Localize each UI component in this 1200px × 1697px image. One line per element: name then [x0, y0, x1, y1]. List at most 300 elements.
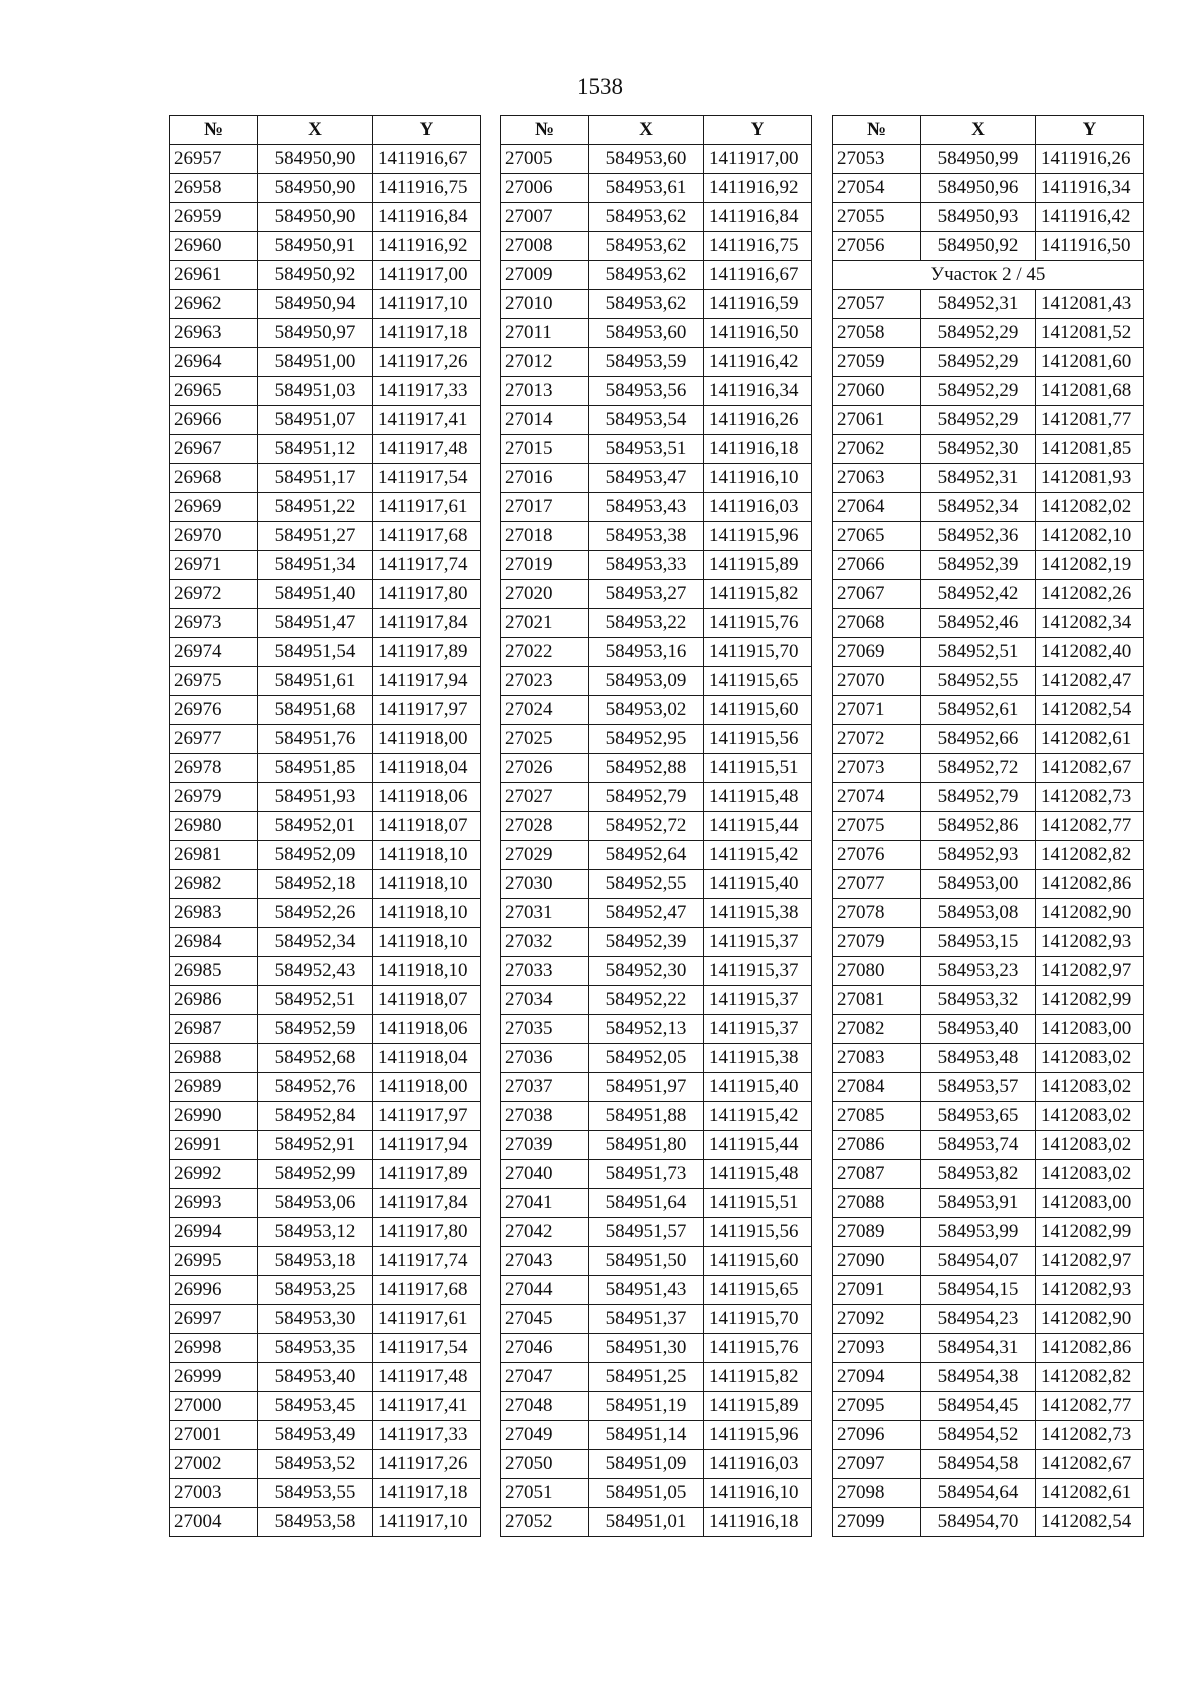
x-coordinate-cell: 584952,59 — [258, 1015, 373, 1044]
x-coordinate-cell: 584953,43 — [589, 493, 704, 522]
x-coordinate-cell: 584953,02 — [589, 696, 704, 725]
y-coordinate-cell: 1411918,06 — [373, 1015, 481, 1044]
table-row — [501, 783, 812, 812]
x-coordinate-cell: 584951,19 — [589, 1392, 704, 1421]
point-number-cell: 26999 — [170, 1363, 258, 1392]
y-coordinate-cell: 1412082,93 — [1036, 928, 1144, 957]
y-coordinate-cell: 1411915,44 — [704, 812, 812, 841]
table-row — [170, 464, 481, 493]
point-number-cell: 27036 — [501, 1044, 589, 1073]
table-row — [501, 1305, 812, 1334]
table-row — [501, 754, 812, 783]
point-number-cell: 27062 — [833, 435, 921, 464]
table-row — [501, 1334, 812, 1363]
y-coordinate-cell: 1411917,48 — [373, 1363, 481, 1392]
table-row — [833, 667, 1144, 696]
point-number-cell: 27033 — [501, 957, 589, 986]
point-number-cell: 27004 — [170, 1508, 258, 1537]
y-coordinate-cell: 1411918,10 — [373, 841, 481, 870]
x-coordinate-cell: 584952,39 — [921, 551, 1036, 580]
table-row — [501, 870, 812, 899]
table-row — [170, 957, 481, 986]
header-x: X — [921, 116, 1036, 145]
y-coordinate-cell: 1411915,37 — [704, 1015, 812, 1044]
x-coordinate-cell: 584950,97 — [258, 319, 373, 348]
x-coordinate-cell: 584952,29 — [921, 377, 1036, 406]
y-coordinate-cell: 1411915,82 — [704, 1363, 812, 1392]
point-number-cell: 26975 — [170, 667, 258, 696]
point-number-cell: 27016 — [501, 464, 589, 493]
y-coordinate-cell: 1411915,48 — [704, 1160, 812, 1189]
y-coordinate-cell: 1412082,86 — [1036, 870, 1144, 899]
x-coordinate-cell: 584951,01 — [589, 1508, 704, 1537]
y-coordinate-cell: 1411915,42 — [704, 841, 812, 870]
point-number-cell: 27088 — [833, 1189, 921, 1218]
point-number-cell: 27079 — [833, 928, 921, 957]
point-number-cell: 26992 — [170, 1160, 258, 1189]
y-coordinate-cell: 1411917,84 — [373, 1189, 481, 1218]
point-number-cell: 27092 — [833, 1305, 921, 1334]
y-coordinate-cell: 1412082,67 — [1036, 754, 1144, 783]
point-number-cell: 27044 — [501, 1276, 589, 1305]
table-row — [501, 464, 812, 493]
y-coordinate-cell: 1411916,34 — [1036, 174, 1144, 203]
y-coordinate-cell: 1411918,10 — [373, 870, 481, 899]
point-number-cell: 27010 — [501, 290, 589, 319]
x-coordinate-cell: 584951,47 — [258, 609, 373, 638]
x-coordinate-cell: 584953,22 — [589, 609, 704, 638]
point-number-cell: 26976 — [170, 696, 258, 725]
point-number-cell: 27017 — [501, 493, 589, 522]
x-coordinate-cell: 584952,26 — [258, 899, 373, 928]
x-coordinate-cell: 584950,91 — [258, 232, 373, 261]
header-x: X — [258, 116, 373, 145]
point-number-cell: 27048 — [501, 1392, 589, 1421]
point-number-cell: 27021 — [501, 609, 589, 638]
point-number-cell: 27075 — [833, 812, 921, 841]
x-coordinate-cell: 584953,48 — [921, 1044, 1036, 1073]
y-coordinate-cell: 1411915,96 — [704, 522, 812, 551]
table-row — [170, 1363, 481, 1392]
section-row — [833, 261, 1144, 290]
y-coordinate-cell: 1411918,10 — [373, 899, 481, 928]
x-coordinate-cell: 584953,52 — [258, 1450, 373, 1479]
table-row — [170, 870, 481, 899]
table-row — [833, 1189, 1144, 1218]
x-coordinate-cell: 584951,57 — [589, 1218, 704, 1247]
y-coordinate-cell: 1411917,74 — [373, 551, 481, 580]
y-coordinate-cell: 1412082,99 — [1036, 986, 1144, 1015]
point-number-cell: 27061 — [833, 406, 921, 435]
table-row — [170, 667, 481, 696]
point-number-cell: 27072 — [833, 725, 921, 754]
point-number-cell: 27073 — [833, 754, 921, 783]
y-coordinate-cell: 1412082,19 — [1036, 551, 1144, 580]
table-row — [170, 1334, 481, 1363]
table-row — [501, 957, 812, 986]
point-number-cell: 26968 — [170, 464, 258, 493]
x-coordinate-cell: 584952,29 — [921, 348, 1036, 377]
y-coordinate-cell: 1412082,61 — [1036, 1479, 1144, 1508]
point-number-cell: 27007 — [501, 203, 589, 232]
x-coordinate-cell: 584953,35 — [258, 1334, 373, 1363]
point-number-cell: 27014 — [501, 406, 589, 435]
y-coordinate-cell: 1411917,80 — [373, 1218, 481, 1247]
point-number-cell: 27049 — [501, 1421, 589, 1450]
y-coordinate-cell: 1411916,42 — [704, 348, 812, 377]
x-coordinate-cell: 584953,54 — [589, 406, 704, 435]
point-number-cell: 26971 — [170, 551, 258, 580]
table-row — [833, 957, 1144, 986]
x-coordinate-cell: 584951,85 — [258, 754, 373, 783]
y-coordinate-cell: 1412083,02 — [1036, 1102, 1144, 1131]
y-coordinate-cell: 1412083,00 — [1036, 1189, 1144, 1218]
y-coordinate-cell: 1411916,26 — [704, 406, 812, 435]
table-row — [833, 551, 1144, 580]
page-number: 1538 — [577, 74, 623, 99]
point-number-cell: 27055 — [833, 203, 921, 232]
point-number-cell: 27051 — [501, 1479, 589, 1508]
point-number-cell: 26987 — [170, 1015, 258, 1044]
x-coordinate-cell: 584951,09 — [589, 1450, 704, 1479]
y-coordinate-cell: 1411915,89 — [704, 1392, 812, 1421]
x-coordinate-cell: 584952,99 — [258, 1160, 373, 1189]
y-coordinate-cell: 1411915,70 — [704, 638, 812, 667]
y-coordinate-cell: 1412081,52 — [1036, 319, 1144, 348]
y-coordinate-cell: 1411915,76 — [704, 609, 812, 638]
table-row — [170, 522, 481, 551]
table-row — [833, 377, 1144, 406]
point-number-cell: 27052 — [501, 1508, 589, 1537]
y-coordinate-cell: 1412083,02 — [1036, 1073, 1144, 1102]
y-coordinate-cell: 1412082,90 — [1036, 1305, 1144, 1334]
point-number-cell: 27003 — [170, 1479, 258, 1508]
y-coordinate-cell: 1412082,97 — [1036, 1247, 1144, 1276]
y-coordinate-cell: 1412082,77 — [1036, 812, 1144, 841]
table-row — [833, 406, 1144, 435]
y-coordinate-cell: 1411917,41 — [373, 1392, 481, 1421]
point-number-cell: 27095 — [833, 1392, 921, 1421]
table-row — [833, 986, 1144, 1015]
y-coordinate-cell: 1411915,37 — [704, 928, 812, 957]
x-coordinate-cell: 584954,07 — [921, 1247, 1036, 1276]
table-row — [170, 580, 481, 609]
y-coordinate-cell: 1412082,40 — [1036, 638, 1144, 667]
y-coordinate-cell: 1411915,37 — [704, 957, 812, 986]
y-coordinate-cell: 1411915,65 — [704, 667, 812, 696]
y-coordinate-cell: 1411917,97 — [373, 1102, 481, 1131]
x-coordinate-cell: 584951,03 — [258, 377, 373, 406]
y-coordinate-cell: 1411916,84 — [704, 203, 812, 232]
point-number-cell: 27047 — [501, 1363, 589, 1392]
point-number-cell: 27074 — [833, 783, 921, 812]
table-row — [833, 609, 1144, 638]
table-row — [170, 609, 481, 638]
y-coordinate-cell: 1411915,40 — [704, 1073, 812, 1102]
y-coordinate-cell: 1411918,10 — [373, 957, 481, 986]
y-coordinate-cell: 1412081,93 — [1036, 464, 1144, 493]
x-coordinate-cell: 584953,30 — [258, 1305, 373, 1334]
y-coordinate-cell: 1411916,67 — [373, 145, 481, 174]
table-row — [501, 1160, 812, 1189]
table-row — [833, 1334, 1144, 1363]
y-coordinate-cell: 1411918,07 — [373, 986, 481, 1015]
table-row — [833, 1450, 1144, 1479]
x-coordinate-cell: 584952,93 — [921, 841, 1036, 870]
point-number-cell: 27097 — [833, 1450, 921, 1479]
table-row — [170, 377, 481, 406]
y-coordinate-cell: 1411917,00 — [373, 261, 481, 290]
table-row — [170, 1044, 481, 1073]
x-coordinate-cell: 584953,40 — [921, 1015, 1036, 1044]
table-row — [170, 1073, 481, 1102]
x-coordinate-cell: 584953,18 — [258, 1247, 373, 1276]
y-coordinate-cell: 1412082,73 — [1036, 1421, 1144, 1450]
y-coordinate-cell: 1412082,73 — [1036, 783, 1144, 812]
x-coordinate-cell: 584951,05 — [589, 1479, 704, 1508]
x-coordinate-cell: 584952,13 — [589, 1015, 704, 1044]
y-coordinate-cell: 1412082,82 — [1036, 841, 1144, 870]
y-coordinate-cell: 1412082,82 — [1036, 1363, 1144, 1392]
table-header-row — [170, 116, 481, 145]
x-coordinate-cell: 584952,84 — [258, 1102, 373, 1131]
y-coordinate-cell: 1411916,50 — [1036, 232, 1144, 261]
x-coordinate-cell: 584953,60 — [589, 145, 704, 174]
x-coordinate-cell: 584951,61 — [258, 667, 373, 696]
point-number-cell: 26966 — [170, 406, 258, 435]
table-row — [501, 1479, 812, 1508]
table-row — [501, 261, 812, 290]
point-number-cell: 27050 — [501, 1450, 589, 1479]
header-y: Y — [1036, 116, 1144, 145]
table-row — [170, 1247, 481, 1276]
x-coordinate-cell: 584953,99 — [921, 1218, 1036, 1247]
point-number-cell: 27098 — [833, 1479, 921, 1508]
x-coordinate-cell: 584952,05 — [589, 1044, 704, 1073]
table-row — [170, 1421, 481, 1450]
y-coordinate-cell: 1411917,94 — [373, 667, 481, 696]
table-row — [833, 899, 1144, 928]
table-row — [170, 1392, 481, 1421]
x-coordinate-cell: 584951,88 — [589, 1102, 704, 1131]
x-coordinate-cell: 584954,70 — [921, 1508, 1036, 1537]
table-row — [833, 841, 1144, 870]
table-row — [501, 1218, 812, 1247]
table-row — [833, 812, 1144, 841]
point-number-cell: 27069 — [833, 638, 921, 667]
y-coordinate-cell: 1411916,10 — [704, 464, 812, 493]
y-coordinate-cell: 1411916,03 — [704, 493, 812, 522]
point-number-cell: 27039 — [501, 1131, 589, 1160]
point-number-cell: 27086 — [833, 1131, 921, 1160]
table-row — [170, 406, 481, 435]
y-coordinate-cell: 1411918,00 — [373, 725, 481, 754]
y-coordinate-cell: 1411916,18 — [704, 435, 812, 464]
table-row — [501, 203, 812, 232]
table-row — [170, 435, 481, 464]
header-number: № — [170, 116, 258, 145]
x-coordinate-cell: 584954,64 — [921, 1479, 1036, 1508]
point-number-cell: 26967 — [170, 435, 258, 464]
point-number-cell: 26991 — [170, 1131, 258, 1160]
x-coordinate-cell: 584952,79 — [589, 783, 704, 812]
y-coordinate-cell: 1411917,26 — [373, 1450, 481, 1479]
y-coordinate-cell: 1411915,51 — [704, 1189, 812, 1218]
point-number-cell: 27046 — [501, 1334, 589, 1363]
point-number-cell: 27053 — [833, 145, 921, 174]
table-row — [833, 493, 1144, 522]
y-coordinate-cell: 1412082,61 — [1036, 725, 1144, 754]
table-row — [833, 754, 1144, 783]
table-row — [833, 580, 1144, 609]
x-coordinate-cell: 584951,76 — [258, 725, 373, 754]
y-coordinate-cell: 1411917,33 — [373, 1421, 481, 1450]
point-number-cell: 26960 — [170, 232, 258, 261]
table-row — [501, 1392, 812, 1421]
table-row — [170, 1102, 481, 1131]
y-coordinate-cell: 1411917,54 — [373, 1334, 481, 1363]
x-coordinate-cell: 584951,80 — [589, 1131, 704, 1160]
x-coordinate-cell: 584953,62 — [589, 203, 704, 232]
point-number-cell: 27006 — [501, 174, 589, 203]
x-coordinate-cell: 584952,31 — [921, 464, 1036, 493]
x-coordinate-cell: 584950,92 — [921, 232, 1036, 261]
table-row — [833, 870, 1144, 899]
y-coordinate-cell: 1412082,67 — [1036, 1450, 1144, 1479]
table-row — [501, 1044, 812, 1073]
point-number-cell: 27099 — [833, 1508, 921, 1537]
x-coordinate-cell: 584952,61 — [921, 696, 1036, 725]
table-row — [170, 1450, 481, 1479]
table-row — [833, 1508, 1144, 1537]
y-coordinate-cell: 1411917,68 — [373, 522, 481, 551]
point-number-cell: 27032 — [501, 928, 589, 957]
x-coordinate-cell: 584953,25 — [258, 1276, 373, 1305]
table-row — [170, 348, 481, 377]
y-coordinate-cell: 1411916,75 — [373, 174, 481, 203]
x-coordinate-cell: 584952,68 — [258, 1044, 373, 1073]
header-x: X — [589, 116, 704, 145]
y-coordinate-cell: 1411915,44 — [704, 1131, 812, 1160]
y-coordinate-cell: 1411917,84 — [373, 609, 481, 638]
point-number-cell: 26988 — [170, 1044, 258, 1073]
point-number-cell: 26983 — [170, 899, 258, 928]
table-row — [833, 1218, 1144, 1247]
table-row — [833, 319, 1144, 348]
table-row — [501, 551, 812, 580]
table-header-row — [833, 116, 1144, 145]
point-number-cell: 26997 — [170, 1305, 258, 1334]
y-coordinate-cell: 1411917,74 — [373, 1247, 481, 1276]
point-number-cell: 27059 — [833, 348, 921, 377]
x-coordinate-cell: 584951,22 — [258, 493, 373, 522]
x-coordinate-cell: 584952,55 — [589, 870, 704, 899]
x-coordinate-cell: 584950,94 — [258, 290, 373, 319]
point-number-cell: 27031 — [501, 899, 589, 928]
point-number-cell: 26981 — [170, 841, 258, 870]
table-row — [501, 174, 812, 203]
table-row — [170, 261, 481, 290]
x-coordinate-cell: 584953,09 — [589, 667, 704, 696]
x-coordinate-cell: 584952,64 — [589, 841, 704, 870]
x-coordinate-cell: 584952,42 — [921, 580, 1036, 609]
table-row — [170, 1160, 481, 1189]
x-coordinate-cell: 584953,55 — [258, 1479, 373, 1508]
y-coordinate-cell: 1411916,18 — [704, 1508, 812, 1537]
point-number-cell: 27084 — [833, 1073, 921, 1102]
point-number-cell: 27057 — [833, 290, 921, 319]
x-coordinate-cell: 584951,73 — [589, 1160, 704, 1189]
header-y: Y — [704, 116, 812, 145]
point-number-cell: 27063 — [833, 464, 921, 493]
point-number-cell: 27000 — [170, 1392, 258, 1421]
x-coordinate-cell: 584951,93 — [258, 783, 373, 812]
x-coordinate-cell: 584953,08 — [921, 899, 1036, 928]
y-coordinate-cell: 1411917,80 — [373, 580, 481, 609]
x-coordinate-cell: 584951,37 — [589, 1305, 704, 1334]
point-number-cell: 26995 — [170, 1247, 258, 1276]
x-coordinate-cell: 584954,15 — [921, 1276, 1036, 1305]
y-coordinate-cell: 1412082,86 — [1036, 1334, 1144, 1363]
x-coordinate-cell: 584954,38 — [921, 1363, 1036, 1392]
table-row — [833, 1392, 1144, 1421]
y-coordinate-cell: 1412082,47 — [1036, 667, 1144, 696]
x-coordinate-cell: 584951,97 — [589, 1073, 704, 1102]
y-coordinate-cell: 1412083,02 — [1036, 1160, 1144, 1189]
table-row — [170, 928, 481, 957]
table-row — [170, 725, 481, 754]
table-row — [501, 290, 812, 319]
table-row — [833, 1305, 1144, 1334]
table-row — [833, 1015, 1144, 1044]
point-number-cell: 27064 — [833, 493, 921, 522]
point-number-cell: 26969 — [170, 493, 258, 522]
x-coordinate-cell: 584953,00 — [921, 870, 1036, 899]
x-coordinate-cell: 584952,30 — [589, 957, 704, 986]
point-number-cell: 27070 — [833, 667, 921, 696]
x-coordinate-cell: 584953,45 — [258, 1392, 373, 1421]
table-row — [833, 203, 1144, 232]
point-number-cell: 27002 — [170, 1450, 258, 1479]
point-number-cell: 27009 — [501, 261, 589, 290]
point-number-cell: 27008 — [501, 232, 589, 261]
y-coordinate-cell: 1412081,68 — [1036, 377, 1144, 406]
point-number-cell: 26961 — [170, 261, 258, 290]
point-number-cell: 26979 — [170, 783, 258, 812]
point-number-cell: 26982 — [170, 870, 258, 899]
point-number-cell: 27085 — [833, 1102, 921, 1131]
y-coordinate-cell: 1412083,02 — [1036, 1044, 1144, 1073]
table-row — [501, 348, 812, 377]
x-coordinate-cell: 584953,15 — [921, 928, 1036, 957]
x-coordinate-cell: 584951,34 — [258, 551, 373, 580]
y-coordinate-cell: 1411915,51 — [704, 754, 812, 783]
table-row — [170, 696, 481, 725]
x-coordinate-cell: 584951,14 — [589, 1421, 704, 1450]
point-number-cell: 27060 — [833, 377, 921, 406]
y-coordinate-cell: 1411917,10 — [373, 1508, 481, 1537]
point-number-cell: 27068 — [833, 609, 921, 638]
x-coordinate-cell: 584953,06 — [258, 1189, 373, 1218]
point-number-cell: 27091 — [833, 1276, 921, 1305]
table-row — [501, 928, 812, 957]
y-coordinate-cell: 1412082,34 — [1036, 609, 1144, 638]
table-row — [501, 638, 812, 667]
y-coordinate-cell: 1411916,84 — [373, 203, 481, 232]
x-coordinate-cell: 584952,30 — [921, 435, 1036, 464]
point-number-cell: 27024 — [501, 696, 589, 725]
x-coordinate-cell: 584951,64 — [589, 1189, 704, 1218]
